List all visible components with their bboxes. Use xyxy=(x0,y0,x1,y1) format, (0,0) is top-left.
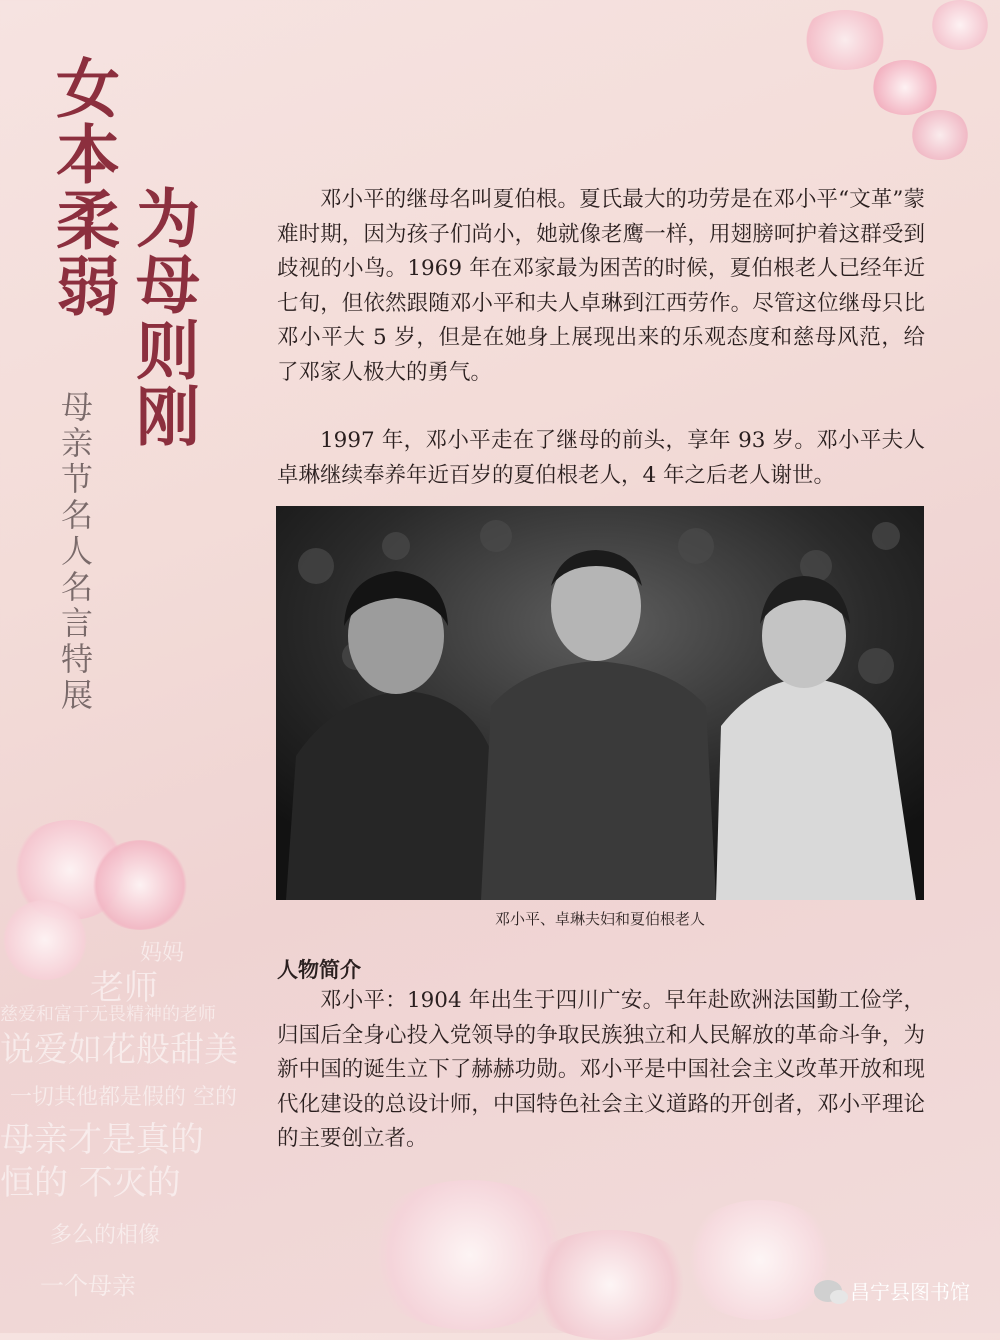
photo-figures xyxy=(276,506,924,900)
title-line-1: 女本柔弱 xyxy=(45,55,120,319)
historical-photo xyxy=(276,506,924,900)
article-paragraph-2: 1997 年，邓小平走在了继母的前头，享年 93 岁。邓小平夫人卓琳继续奉养年近百岁的夏伯根老人，4 年之后老人谢世。 xyxy=(277,428,925,488)
exhibition-subtitle: 母亲节名人名言特展 xyxy=(56,390,94,714)
watermark-line: 老师 xyxy=(90,968,158,1008)
bio-heading: 人物简介 xyxy=(277,958,361,982)
watermark-line: 恒的 不灭的 xyxy=(0,1163,181,1203)
watermark-line: 说爱如花般甜美 xyxy=(0,1030,238,1070)
brand-watermark xyxy=(814,1276,970,1305)
watermark-line: 一个母亲 xyxy=(40,1272,136,1300)
photo-caption: 邓小平、卓琳夫妇和夏伯根老人 xyxy=(494,910,705,928)
brand-name: 昌宁县图书馆 xyxy=(850,1280,970,1304)
watermark-silhouette xyxy=(0,930,260,1330)
article-paragraph-1: 邓小平的继母名叫夏伯根。夏氏最大的功劳是在邓小平“文革”蒙难时期，因为孩子们尚小，她就像老鹰一样，用翅膀呵护着这群受到歧视的小鸟。1969 年在邓家最为困苦的时候，夏伯根老人已经年近七旬，但依然跟随邓小平和夫人卓琳到江西劳作。尽管这位继母只比邓小平大 5 岁，但是在她身上展现出来的乐观态度和慈母风范，给了邓家人极大的勇气。 xyxy=(277,187,925,385)
watermark-line: 慈爱和富于无畏精神的老师 xyxy=(0,1004,216,1025)
watermark-line: 妈妈 xyxy=(140,941,185,966)
watermark-line: 多么的相像 xyxy=(50,1223,161,1248)
watermark-line: 母亲才是真的 xyxy=(0,1120,204,1160)
title-line-2: 为母则刚 xyxy=(125,185,200,449)
wechat-icon xyxy=(814,1280,842,1302)
watermark-line: 一切其他都是假的 空的 xyxy=(10,1085,237,1110)
bio-paragraph: 邓小平：1904 年出生于四川广安。早年赴欧洲法国勤工俭学，归国后全身心投入党领导的争取民族独立和人民解放的革命斗争，为新中国的诞生立下了赫赫功勋。邓小平是中国社会主义改革开放和现代化建设的总设计师，中国特色社会主义道路的开创者，邓小平理论的主要创立者。 xyxy=(277,988,925,1151)
